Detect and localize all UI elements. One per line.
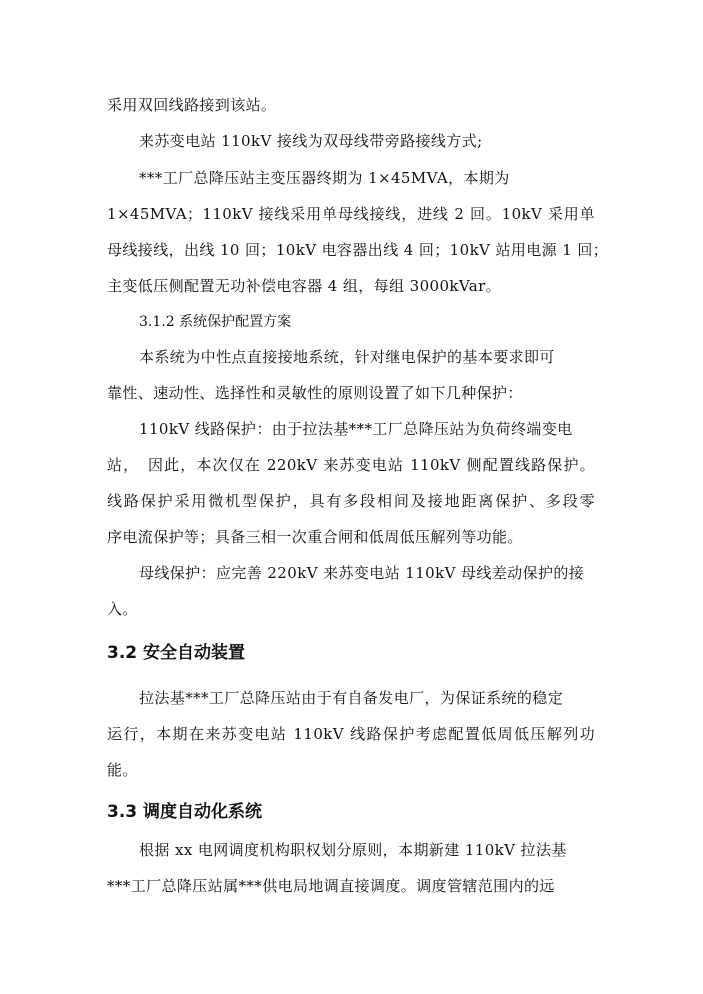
paragraph-line: 能。 (107, 761, 138, 779)
section-heading-3-3: 3.3 调度自动化系统 (107, 802, 263, 822)
paragraph-line: ***工厂总降压站主变压器终期为 1×45MVA，本期为 (139, 169, 510, 187)
section-heading-3-2: 3.2 安全自动装置 (107, 643, 246, 663)
paragraph-line: 序电流保护等；具备三相一次重合闸和低周低压解列等功能。 (107, 528, 523, 546)
paragraph-line: 靠性、速动性、选择性和灵敏性的原则设置了如下几种保护： (107, 384, 523, 402)
paragraph-line: 运行，本期在来苏变电站 110kV 线路保护考虑配置低周低压解列功 (107, 725, 595, 743)
paragraph-line: 线路保护采用微机型保护，具有多段相间及接地距离保护、多段零 (107, 492, 595, 510)
paragraph-line: 拉法基***工厂总降压站由于有自备发电厂，为保证系统的稳定 (139, 689, 564, 707)
paragraph-line: 110kV 线路保护：由于拉法基***工厂总降压站为负荷终端变电 (139, 420, 573, 438)
paragraph-line: 本系统为中性点直接接地系统，针对继电保护的基本要求即可 (139, 348, 555, 366)
paragraph-line: 站， 因此，本次仅在 220kV 来苏变电站 110kV 侧配置线路保护。 (107, 456, 595, 474)
paragraph-line: 1×45MVA；110kV 接线采用单母线接线，进线 2 回。10kV 采用单 (107, 205, 595, 223)
paragraph-line: 来苏变电站 110kV 接线为双母线带旁路接线方式; (139, 132, 483, 150)
paragraph-line: 采用双回线路接到该站。 (107, 96, 277, 114)
paragraph-line: 主变低压侧配置无功补偿电容器 4 组，每组 3000kVar。 (107, 277, 502, 295)
paragraph-line: ***工厂总降压站属***供电局地调直接调度。调度管辖范围内的远 (107, 877, 555, 895)
section-subheading-3-1-2: 3.1.2 系统保护配置方案 (139, 314, 292, 330)
paragraph-line: 母线接线，出线 10 回；10kV 电容器出线 4 回；10kV 站用电源 1 回； (107, 241, 609, 259)
paragraph-line: 母线保护：应完善 220kV 来苏变电站 110kV 母线差动保护的接 (139, 564, 585, 582)
paragraph-line: 入。 (107, 600, 138, 618)
paragraph-line: 根据 xx 电网调度机构职权划分原则，本期新建 110kV 拉法基 (139, 841, 567, 859)
